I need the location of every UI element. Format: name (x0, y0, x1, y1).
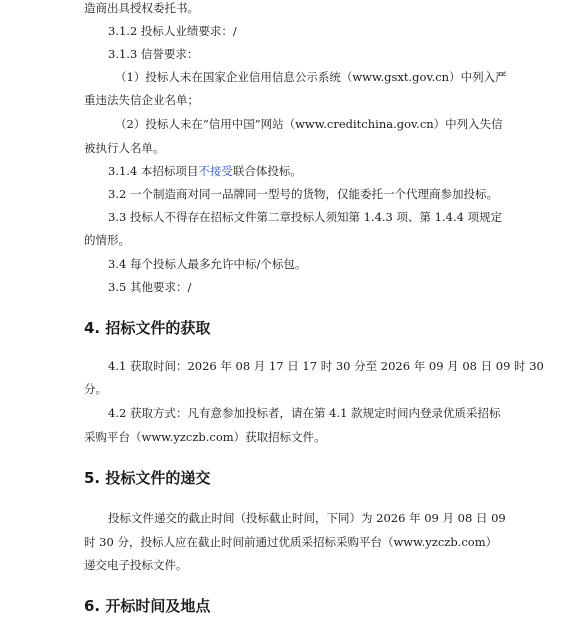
section-heading-6: 6. 开标时间及地点 (84, 597, 211, 615)
text-line: （2）投标人未在“信用中国”网站（www.creditchina.gov.cn）中列入失信 (115, 117, 503, 131)
text-line: 分。 (84, 382, 107, 396)
clause-3-1-3: 3.1.3 信誉要求： (108, 47, 199, 61)
clause-3-2: 3.2 一个制造商对同一品牌同一型号的货物，仅能委托一个代理商参加投标。 (108, 187, 498, 201)
clause-3-1-2: 3.1.2 投标人业绩要求：/ (108, 24, 237, 38)
clause-3-1-4 (108, 163, 302, 179)
text-line: （1）投标人未在国家企业信用信息公示系统（www.gsxt.gov.cn）中列入严 (115, 70, 507, 84)
text-segment: 联合体投标。 (232, 164, 302, 178)
clause-3-5: 3.5 其他要求：/ (108, 280, 192, 294)
text-line: 时 30 分，投标人应在截止时间前通过优质采招标采购平台（www.yzczb.com） (84, 535, 498, 549)
clause-4-2: 4.2 获取方式：凡有意参加投标者，请在第 4.1 款规定时间内登录优质采招标 (108, 406, 501, 420)
text-segment: 3.1.4 本招标项目 (108, 164, 199, 178)
text-line: 采购平台（www.yzczb.com）获取招标文件。 (84, 430, 326, 444)
clause-3-4: 3.4 每个投标人最多允许中标/个标包。 (108, 257, 307, 271)
section-heading-4: 4. 招标文件的获取 (84, 319, 211, 337)
highlight-text: 不接受 (198, 164, 233, 178)
section-heading-5: 5. 投标文件的递交 (84, 469, 211, 487)
text-line: 递交电子投标文件。 (84, 558, 188, 572)
clause-4-1: 4.1 获取时间：2026 年 08 月 17 日 17 时 30 分至 2026 年 09 月 08 日 09 时 30 (108, 359, 544, 373)
text-line: 投标文件递交的截止时间（投标截止时间，下同）为 2026 年 09 月 08 日 09 (108, 511, 506, 525)
text-line: 被执行人名单。 (84, 141, 165, 155)
text-line: 造商出具授权委托书。 (84, 1, 199, 15)
text-line: 重违法失信企业名单； (84, 93, 199, 107)
text-line: 的情形。 (84, 233, 130, 247)
clause-3-3: 3.3 投标人不得存在招标文件第二章投标人须知第 1.4.3 项、第 1.4.4 项规定 (108, 210, 503, 224)
